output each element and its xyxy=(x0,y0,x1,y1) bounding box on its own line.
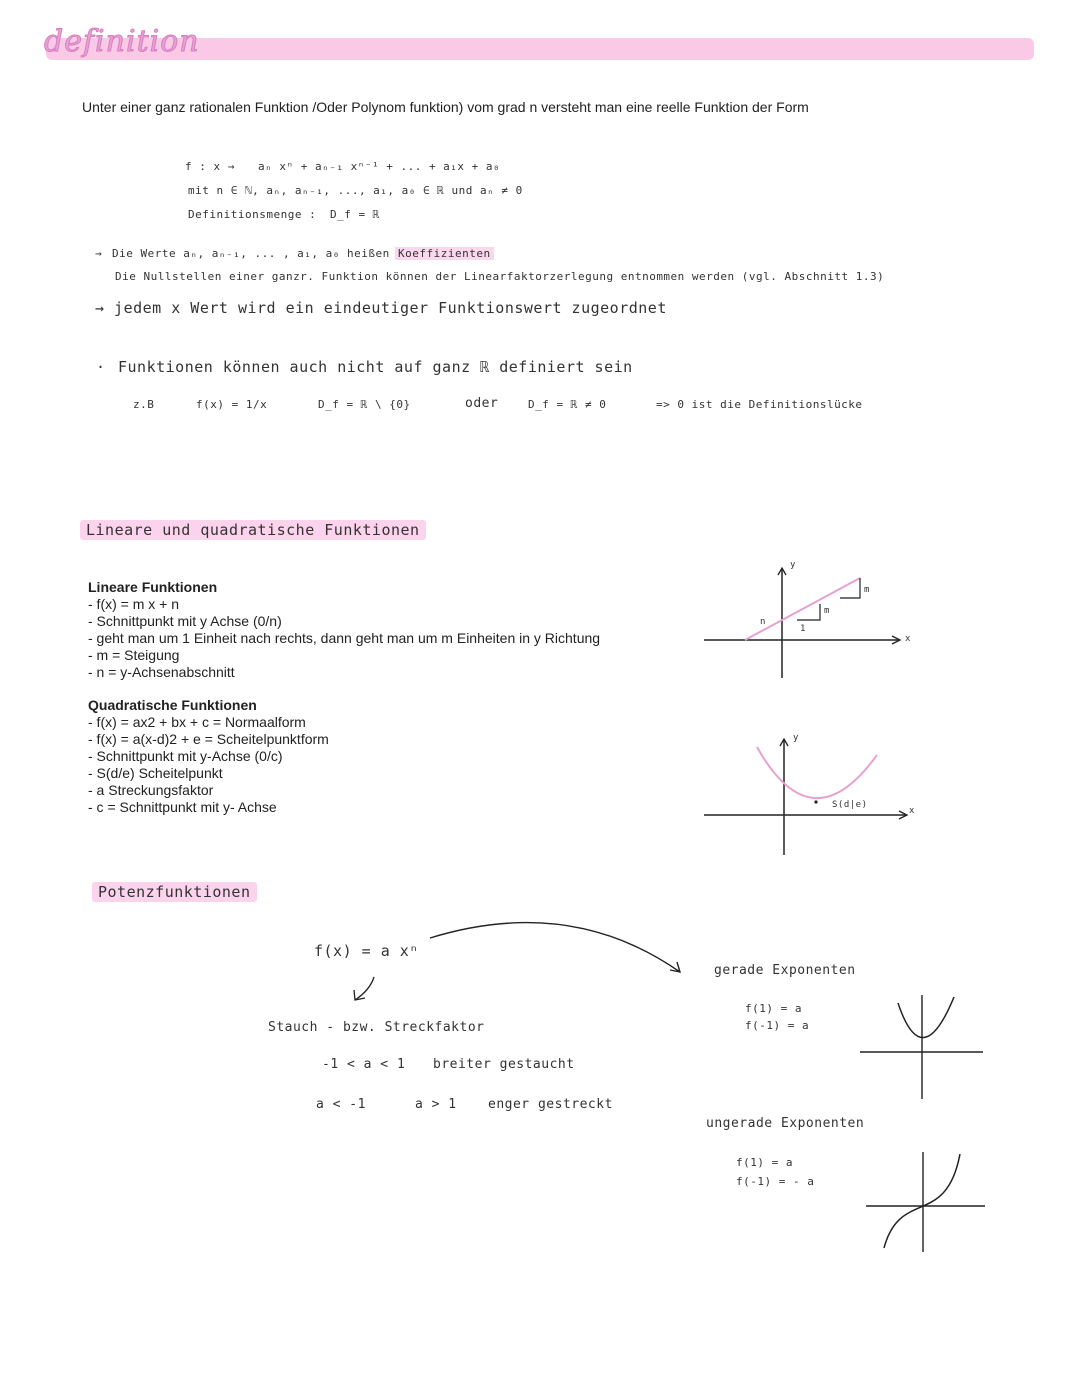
bullet: · xyxy=(96,358,106,376)
odd-curve xyxy=(884,1154,960,1248)
example-or: oder xyxy=(465,396,499,411)
coefficient-note: Die Werte aₙ, aₙ₋₁, ... , a₁, a₀ heißen xyxy=(112,247,390,260)
linear-line: - f(x) = m x + n xyxy=(88,596,180,612)
odd-exponents-title: ungerade Exponenten xyxy=(706,1116,865,1131)
linear-line: - m = Steigung xyxy=(88,647,180,663)
definition-set-label: Definitionsmenge : xyxy=(188,208,317,221)
quadratic-heading: Quadratische Funktionen xyxy=(88,697,257,713)
intro-text: Unter einer ganz rationalen Funktion /Oder Polynom funktion) vom grad n versteht man eine reelle Funktion der Form xyxy=(82,99,809,115)
note-arrow: → xyxy=(95,247,103,260)
curved-arrow xyxy=(430,923,680,972)
quadratic-line: - a Streckungsfaktor xyxy=(88,782,214,798)
parabola-curve xyxy=(757,747,877,798)
unique-value-note: → jedem x Wert wird ein eindeutiger Funktionswert zugeordnet xyxy=(95,299,667,317)
down-arrow-head xyxy=(354,990,365,1000)
parabola-graph xyxy=(702,735,922,860)
case-greater-condition: a > 1 xyxy=(415,1097,457,1112)
odd-fminus1: f(-1) = - a xyxy=(736,1175,815,1188)
linear-graph xyxy=(700,560,920,680)
vertex-label: S(d|e) xyxy=(832,800,868,810)
parabola-graph-y-label: y xyxy=(793,733,799,743)
case-outside-result: enger gestreckt xyxy=(488,1097,613,1112)
domain-note: Funktionen können auch nicht auf ganz ℝ definiert sein xyxy=(118,358,633,376)
definition-gap-note: => 0 ist die Definitionslücke xyxy=(656,398,863,411)
quadratic-line: - c = Schnittpunkt mit y- Achse xyxy=(88,799,277,815)
linear-line: - n = y-Achsenabschnitt xyxy=(88,664,235,680)
linear-functions-block xyxy=(88,579,600,681)
quadratic-line: - Schnittpunkt mit y-Achse (0/c) xyxy=(88,748,283,764)
linear-line: - geht man um 1 Einheit nach rechts, dann geht man um m Einheiten in y Richtung xyxy=(88,630,601,646)
stretch-factor-label: Stauch - bzw. Streckfaktor xyxy=(268,1020,485,1035)
formula-terms: aₙ xⁿ + aₙ₋₁ xⁿ⁻¹ + ... + a₁x + a₀ xyxy=(258,160,501,173)
formula-map: f : x → xyxy=(185,160,235,173)
linear-line: - Schnittpunkt mit y Achse (0/n) xyxy=(88,613,282,629)
coefficient-word: Koeffizienten xyxy=(395,247,494,260)
odd-power-graph xyxy=(860,1148,990,1258)
parabola-graph-x-label: x xyxy=(909,806,915,816)
formula-conditions: mit n ∈ ℕ, aₙ, aₙ₋₁, ..., a₁, a₀ ∈ ℝ und aₙ ≠ 0 xyxy=(188,184,523,197)
linear-graph-one-label: 1 xyxy=(800,624,806,634)
linear-graph-y-label: y xyxy=(790,560,796,570)
coefficient-highlight xyxy=(395,247,494,260)
linear-graph-m-label-small: m xyxy=(824,606,830,616)
case-between-result: breiter gestaucht xyxy=(433,1057,575,1072)
section-power-functions-title: Potenzfunktionen xyxy=(92,882,257,902)
power-function-formula: f(x) = a xⁿ xyxy=(314,942,419,960)
vertex-point xyxy=(814,800,817,803)
example-label: z.B xyxy=(133,398,155,411)
linear-graph-x-label: x xyxy=(905,634,911,644)
case-between-condition: -1 < a < 1 xyxy=(322,1057,406,1072)
roots-note: Die Nullstellen einer ganzr. Funktion können der Linearfaktorzerlegung entnommen werden (vgl. Abschnitt 1.3) xyxy=(115,270,885,283)
even-fminus1: f(-1) = a xyxy=(745,1019,810,1032)
even-power-graph xyxy=(858,995,988,1100)
case-less-condition: a < -1 xyxy=(316,1097,366,1112)
linear-heading: Lineare Funktionen xyxy=(88,579,218,595)
quadratic-line: - f(x) = a(x-d)2 + e = Scheitelpunktform xyxy=(88,731,329,747)
section-linear-quadratic-title: Lineare und quadratische Funktionen xyxy=(80,520,426,540)
even-f1: f(1) = a xyxy=(745,1002,802,1015)
definition-set-value: D_f = ℝ xyxy=(330,208,380,221)
odd-f1: f(1) = a xyxy=(736,1156,793,1169)
quadratic-line: - f(x) = ax2 + bx + c = Normaalform xyxy=(88,714,306,730)
linear-graph-m-label-large: m xyxy=(864,585,870,595)
quadratic-line: - S(d/e) Scheitelpunkt xyxy=(88,765,223,781)
power-arrows xyxy=(350,920,690,1010)
page-title: definition xyxy=(44,24,200,59)
example-domain-2: D_f = ℝ ≠ 0 xyxy=(528,398,607,411)
down-arrow xyxy=(355,977,374,1000)
even-curve xyxy=(898,997,954,1038)
example-domain-1: D_f = ℝ \ {0} xyxy=(318,398,411,411)
even-exponents-title: gerade Exponenten xyxy=(714,963,856,978)
example-function: f(x) = 1/x xyxy=(196,398,268,411)
linear-graph-n-label: n xyxy=(760,617,766,627)
quadratic-functions-block xyxy=(88,697,329,816)
